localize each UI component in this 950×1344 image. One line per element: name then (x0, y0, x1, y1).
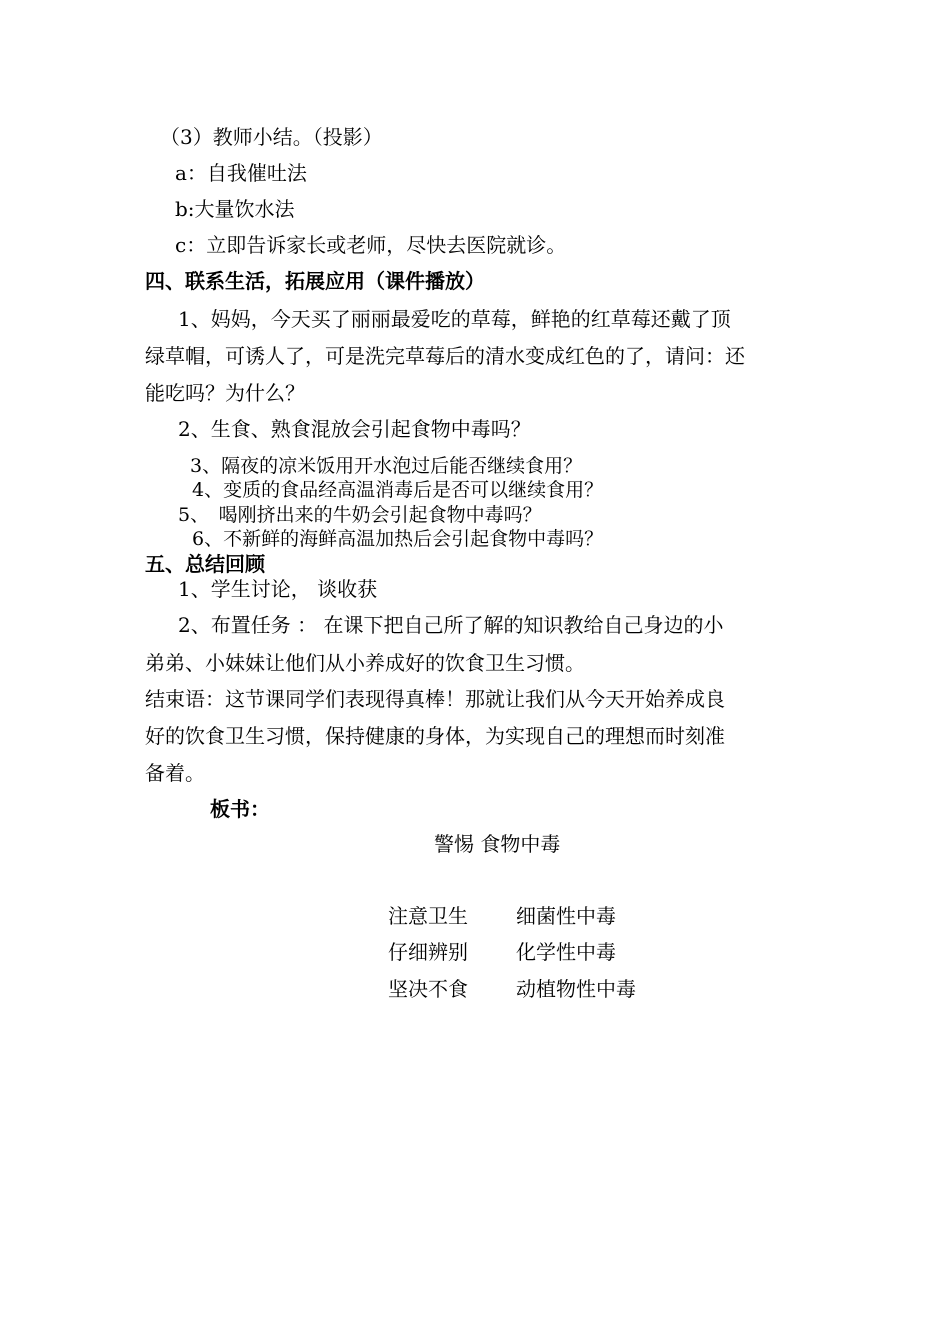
board-row-3-left: 坚决不食 (388, 977, 468, 1001)
method-b: b:大量饮水法 (175, 197, 295, 221)
section-four-heading: 四、联系生活，拓展应用（课件播放） (145, 269, 485, 293)
closing-line-1: 结束语：这节课同学们表现得真棒！那就让我们从今天开始养成良 (145, 687, 725, 711)
question-1-line-2: 绿草帽，可诱人了，可是洗完草莓后的清水变成红色的了，请问：还 (145, 344, 745, 368)
board-row-2-right: 化学性中毒 (516, 940, 616, 964)
closing-line-3: 备着。 (145, 761, 205, 785)
closing-line-2: 好的饮食卫生习惯，保持健康的身体，为实现自己的理想而时刻准 (145, 724, 725, 748)
section-five-heading: 五、总结回顾 (145, 552, 265, 576)
board-label: 板书： (210, 797, 270, 821)
question-1-line-1: 1、妈妈，今天买了丽丽最爱吃的草莓，鲜艳的红草莓还戴了顶 (178, 307, 731, 331)
summary-item-2-line-1: 2、布置任务 ： 在课下把自己所了解的知识教给自己身边的小 (178, 613, 724, 637)
question-2: 2、生食、熟食混放会引起食物中毒吗？ (178, 417, 531, 441)
teacher-summary: （3）教师小结。（投影） (160, 125, 383, 149)
question-6: 6、不新鲜的海鲜高温加热后会引起食物中毒吗？ (192, 528, 604, 550)
question-1-line-3: 能吃吗？为什么？ (145, 381, 305, 405)
question-4: 4、变质的食品经高温消毒后是否可以继续食用？ (192, 479, 604, 501)
board-row-1-left: 注意卫生 (388, 904, 468, 928)
method-c: c：立即告诉家长或老师，尽快去医院就诊。 (175, 233, 567, 257)
method-a: a：自我催吐法 (175, 161, 307, 185)
board-row-2-left: 仔细辨别 (388, 940, 468, 964)
question-3: 3、隔夜的凉米饭用开水泡过后能否继续食用？ (190, 455, 583, 477)
board-title: 警惕 食物中毒 (434, 832, 561, 856)
board-row-1-right: 细菌性中毒 (516, 904, 616, 928)
summary-item-2-line-2: 弟弟、小妹妹让他们从小养成好的饮食卫生习惯。 (145, 651, 585, 675)
board-row-3-right: 动植物性中毒 (516, 977, 636, 1001)
summary-item-1: 1、学生讨论， 谈收获 (178, 577, 378, 601)
question-5: 5、 喝刚挤出来的牛奶会引起食物中毒吗？ (178, 504, 542, 526)
